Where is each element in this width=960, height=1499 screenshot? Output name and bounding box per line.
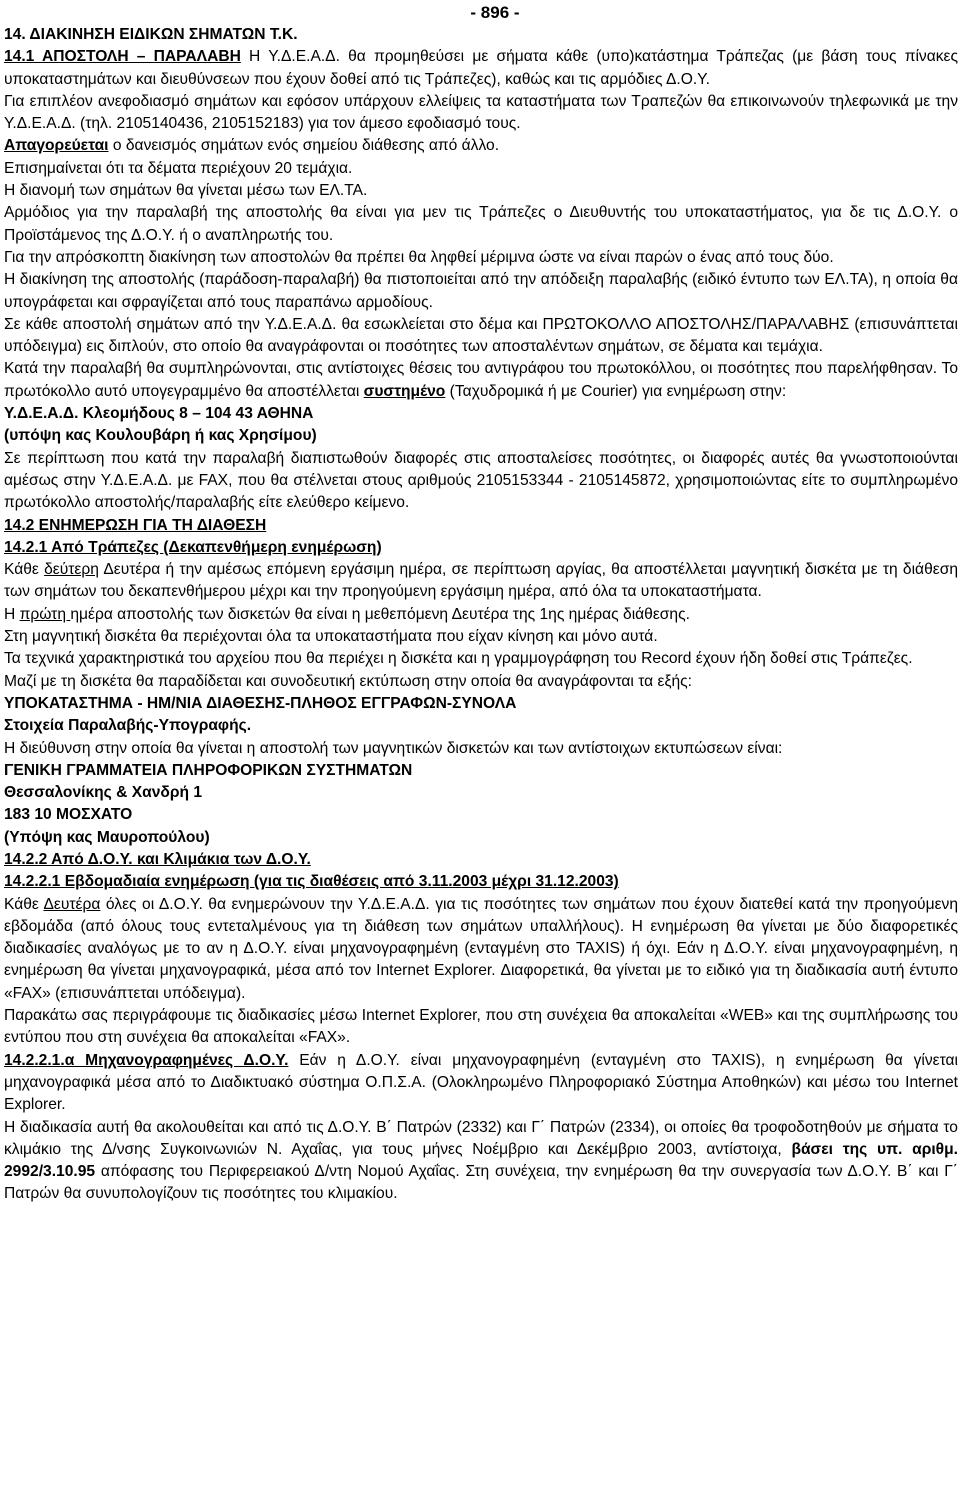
para-registered xyxy=(4,358,958,403)
gsis-address-2: Θεσσαλονίκης & Χανδρή 1 xyxy=(4,784,203,802)
para-technical: Τα τεχνικά χαρακτηριστικά του αρχείου που θα περιέχει η δισκέτα και η γραμμογράφηση του Record έχουν ήδη δοθεί στις Τράπεζες. xyxy=(4,650,913,668)
para-every-second-monday xyxy=(4,559,958,604)
printout-signature: Στοιχεία Παραλαβής-Υπογραφής. xyxy=(4,717,252,735)
heading-14: 14. ΔΙΑΚΙΝΗΣΗ ΕΙΔΙΚΩΝ ΣΗΜΑΤΩΝ Τ.Κ. xyxy=(4,26,298,43)
para-computerized xyxy=(4,1050,958,1117)
gsis-address-1: ΓΕΝΙΚΗ ΓΡΑΜΜΑΤΕΙΑ ΠΛΗΡΟΦΟΡΙΚΩΝ ΣΥΣΤΗΜΑΤΩΝ xyxy=(4,761,413,779)
heading-14-2-1: 14.2.1 Από Τράπεζες (Δεκαπενθήμερη ενημέρωση) xyxy=(4,538,382,556)
para-differences: Σε περίπτωση που κατά την παραλαβή διαπιστωθούν διαφορές στις αποσταλείσες ποσότητες, οι διαφορές αυτές θα γνωστοποιούνται αμέσως στην Υ.Δ.Ε.Α.Δ. με FAX, που θα στέλνεται στους αριθμούς 2105153344 - 2105145872, χρησιμοποιώντας είτε το συμπληρωμένο πρωτόκολλο αποστολής/παραλαβής είτε ελεύθερο κείμενο. xyxy=(4,449,958,512)
text: Η Υ.Δ.Ε.Α.Δ. θα προμηθεύσει με σήματα κάθε (υπο)κατάστημα Τράπεζας (με βάση τους πίνακες υποκαταστημάτων και διευθύνσεων που έχουν δοθεί από τις Τράπεζες), καθώς και τις αρμόδιες Δ.Ο.Υ. xyxy=(4,48,959,88)
text: Κάθε xyxy=(4,895,44,913)
text: Κατά την παραλαβή θα συμπληρώνονται, στις αντίστοιχες θέσεις του αντιγράφου του πρωτοκόλλου, οι ποσότητες που παρελήφθησαν. Το πρωτόκολλο αυτό υπογεγραμμένο θα αποστέλλεται xyxy=(4,360,958,400)
para-patras xyxy=(4,1117,958,1206)
para-supply: Για επιπλέον ανεφοδιασμό σημάτων και εφόσον υπάρχουν ελλείψεις τα καταστήματα των Τραπεζών θα επικοινωνούν τηλεφωνικά με την Υ.Δ.Ε.Α.Δ. (τηλ. 2105140436, 2105152183) για τον άμεσο εφοδιασμό τους. xyxy=(4,92,958,133)
address-line-2: (υπόψη κας Κουλουβάρη ή κας Χρησίμου) xyxy=(4,427,317,445)
text: απόφασης του Περιφερειακού Δ/ντη Νομού Αχαΐας. Στη συνέχεια, την ενημέρωση θα την συνεργασία των Δ.Ο.Υ. Β΄ και Γ΄ Πατρών θα συνυπολογίζουν τις ποσότητες του κλιμακίου. xyxy=(4,1163,958,1203)
para-prohibition xyxy=(4,135,958,157)
para-distribution: Η διανομή των σημάτων θα γίνεται μέσω των ΕΛ.ΤΑ. xyxy=(4,182,368,200)
registered-label: συστημένο xyxy=(363,382,446,400)
para-weekly xyxy=(4,894,958,1005)
para-14-1-intro xyxy=(4,46,958,91)
text: όλες οι Δ.Ο.Υ. θα ενημερώνουν την Υ.Δ.Ε.Α.Δ. για τις ποσότητες των σημάτων που έχουν διατεθεί κατά την προηγούμενη εβδομάδα (από όλους τους εντεταλμένους για τη διάθεση των σημάτων υπαλλήλους). Η ενημέρωση θα γίνεται με δύο διαφορετικές διαδικασίες αναλόγως με το αν η Δ.Ο.Υ. είναι μηχανογραφημένη (ενταγμένη στο TAXIS) ή όχι. Εάν η Δ.Ο.Υ. είναι μηχανογραφημένη, η ενημέρωση θα γίνεται μηχανογραφικά, μέσα από τον Internet Explorer. Διαφορετικά, θα γίνεται με το ειδικό για τη διαδικασία αυτή έντυπο «FAX» (επισυνάπτεται υπόδειγμα). xyxy=(4,895,958,1002)
text: ο δανεισμός σημάτων ενός σημείου διάθεσης από άλλο. xyxy=(108,137,500,155)
para-protocol: Σε κάθε αποστολή σημάτων από την Υ.Δ.Ε.Α.Δ. θα εσωκλείεται στο δέμα και ΠΡΩΤΟΚΟΛΛΟ ΑΠΟΣΤΟΛΗΣ/ΠΑΡΑΛΑΒΗΣ (επισυνάπτεται υπόδειγμα) εις διπλούν, στο οποίο θα αναγράφονται οι ποσότητες των αποσταλέντων σημάτων, σε δέματα και τεμάχια. xyxy=(4,315,958,356)
gsis-address-4: (Υπόψη κας Μαυροπούλου) xyxy=(4,828,210,846)
heading-14-2-2: 14.2.2 Από Δ.Ο.Υ. και Κλιμάκια των Δ.Ο.Υ. xyxy=(4,850,311,868)
printout-fields: ΥΠΟΚΑΤΑΣΤΗΜΑ - ΗΜ/ΝΙΑ ΔΙΑΘΕΣΗΣ-ΠΛΗΘΟΣ ΕΓΓΡΑΦΩΝ-ΣΥΝΟΛΑ xyxy=(4,694,517,712)
text: Η διαδικασία αυτή θα ακολουθείται και από τις Δ.Ο.Υ. Β΄ Πατρών (2332) και Γ΄ Πατρών (2334), οι οποίες θα τροφοδοτηθούν με σήματα το κλιμάκιο της Δ/νσης Συγκοινωνιών Ν. Αχαΐας, για τους μήνες Νοέμβριο και Δεκέμβριο 2003, αντίστοιχα, xyxy=(4,1118,958,1158)
text: Δευτέρα ή την αμέσως επόμενη εργάσιμη ημέρα, σε περίπτωση αργίας, θα αποστέλλεται μαγνητική δισκέτα με τη διάθεση των σημάτων του δεκαπενθήμερου μέχρι και την προηγούμενη εργάσιμη ημέρα, από όλα τα υποκαταστήματα. xyxy=(4,561,958,601)
para-procedures: Παρακάτω σας περιγράφουμε τις διαδικασίες μέσω Internet Explorer, που στη συνέχεια θα αποκαλείται «WEB» και της συμπλήρωσης του εντύπου που στη συνέχεια θα αποκαλείται «FAX». xyxy=(4,1007,958,1047)
para-responsible: Αρμόδιος για την παραλαβή της αποστολής θα είναι για μεν τις Τράπεζες ο Διευθυντής του υποκαταστήματος, για δε τις Δ.Ο.Υ. ο Προϊστάμενος της Δ.Ο.Υ. ή ο αναπληρωτής του. xyxy=(4,204,958,244)
text: Κάθε xyxy=(4,561,45,579)
gsis-address-3: 183 10 ΜΟΣΧΑΤΟ xyxy=(4,806,133,824)
address-line-1: Υ.Δ.Ε.Α.Δ. Κλεομήδους 8 – 104 43 ΑΘΗΝΑ xyxy=(4,405,314,423)
heading-14-1: 14.1 ΑΠΟΣΤΟΛΗ – ΠΑΡΑΛΑΒΗ xyxy=(4,48,241,66)
heading-14-2: 14.2 ΕΝΗΜΕΡΩΣΗ ΓΙΑ ΤΗ ΔΙΑΘΕΣΗ xyxy=(4,516,267,534)
para-printout: Μαζί με τη δισκέτα θα παραδίδεται και συνοδευτική εκτύπωση στην οποία θα αναγράφονται τα εξής: xyxy=(4,672,692,690)
text: (Ταχυδρομικά ή με Courier) για ενημέρωση στην: xyxy=(449,382,787,400)
para-diskette-content: Στη μαγνητική δισκέτα θα περιέχονται όλα τα υποκαταστήματα που είχαν κίνηση και μόνο αυτά. xyxy=(4,628,658,646)
para-address-intro: Η διεύθυνση στην οποία θα γίνεται η αποστολή των μαγνητικών δισκετών και των αντίστοιχων εκτυπώσεων είναι: xyxy=(4,739,783,757)
underlined-text: Δευτέρα xyxy=(43,895,101,913)
para-first-day xyxy=(4,604,958,626)
text: Η xyxy=(4,605,20,623)
underlined-text: δεύτερη xyxy=(44,561,99,579)
heading-14-2-2-1: 14.2.2.1 Εβδομαδιαία ενημέρωση (για τις διαθέσεις από 3.11.2003 μέχρι 31.12.2003) xyxy=(4,873,619,891)
prohibition-label: Απαγορεύεται xyxy=(4,137,109,155)
heading-14-2-2-1-a: 14.2.2.1.α Μηχανογραφημένες Δ.Ο.Υ. xyxy=(4,1051,289,1069)
decision-ref: βάσει της υπ. αριθμ. 2992/3.10.95 xyxy=(4,1140,958,1181)
text: Εάν η Δ.Ο.Υ. είναι μηχανογραφημένη (ενταγμένη στο TAXIS), η ενημέρωση θα γίνεται μηχανογραφικά μέσα από το Διαδικτυακό σύστημα Ο.Π.Σ.Α. (Ολοκληρωμένο Πληροφοριακό Σύστημα Αποθηκών) και μέσω του Internet Explorer. xyxy=(4,1051,959,1114)
text: ημέρα αποστολής των δισκετών θα είναι η μεθεπόμενη Δευτέρα της 1ης ημέρας διάθεσης. xyxy=(70,605,690,623)
para-receipt: Η διακίνηση της αποστολής (παράδοση-παραλαβή) θα πιστοποιείται από την απόδειξη παραλαβής (ειδικό έντυπο των ΕΛ.ΤΑ), η οποία θα υπογράφεται και σφραγίζεται από τους παραπάνω αρμοδίους. xyxy=(4,271,958,311)
para-presence: Για την απρόσκοπτη διακίνηση των αποστολών θα πρέπει θα ληφθεί μέριμνα ώστε να είναι παρών ο ένας από τους δύο. xyxy=(4,248,834,266)
page-number: - 896 - xyxy=(470,3,520,22)
underlined-text: πρώτη xyxy=(19,605,71,623)
para-packages: Επισημαίνεται ότι τα δέματα περιέχουν 20 τεμάχια. xyxy=(4,159,353,177)
